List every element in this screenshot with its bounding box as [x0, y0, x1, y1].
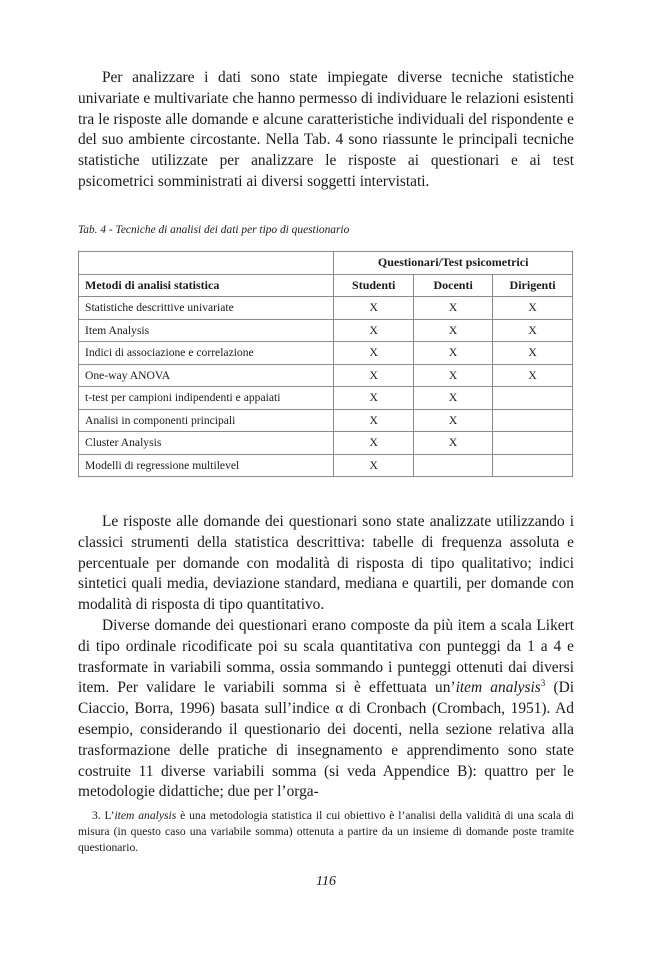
paragraph-likert-text-2: (Di Ciaccio, Borra, 1996) basata sull’indice α di Cronbach (Crombach, 1951). Ad esempio, considerando il questionario dei docenti, nella sezione relativa alla trasformazione delle pratiche di insegnamento e apprendimento sono state costruite 11 diverse variabili somma (si veda Appendice B): quattro per le metodologie didattiche; due per l’orga-: [78, 679, 574, 801]
mark-cell: [493, 409, 573, 432]
column-header-docenti: Docenti: [414, 274, 493, 297]
method-name-cell: Item Analysis: [79, 319, 334, 342]
paragraph-likert: [78, 616, 574, 803]
method-name-cell: Cluster Analysis: [79, 432, 334, 455]
mark-cell: X: [414, 342, 493, 365]
mark-cell: X: [334, 319, 414, 342]
mark-cell: X: [414, 364, 493, 387]
footnote-body: è una metodologia statistica il cui obiettivo è l’analisi della validità di una scala di misura (in questo caso una variabile somma) ottenuta a partire da un insieme di domande poste tramite questionario.: [78, 809, 574, 854]
column-header-studenti: Studenti: [334, 274, 414, 297]
method-name-cell: Statistiche descrittive univariate: [79, 297, 334, 320]
method-name-cell: Analisi in componenti principali: [79, 409, 334, 432]
table-body: [79, 297, 573, 477]
table-row: [79, 319, 573, 342]
table-row: [79, 387, 573, 410]
mark-cell: X: [334, 297, 414, 320]
mark-cell: X: [334, 364, 414, 387]
table-header-row: [79, 274, 573, 297]
mark-cell: [493, 454, 573, 477]
table-row: [79, 454, 573, 477]
mark-cell: X: [414, 319, 493, 342]
method-name-cell: t-test per campioni indipendenti e appaiati: [79, 387, 334, 410]
mark-cell: X: [414, 387, 493, 410]
mark-cell: X: [493, 297, 573, 320]
method-name-cell: Modelli di regressione multilevel: [79, 454, 334, 477]
table-row: [79, 297, 573, 320]
paragraph-descriptive-stats: Le risposte alle domande dei questionari sono state analizzate utilizzando i classici strumenti della statistica descrittiva: tabelle di frequenza assoluta e percentuale per domande con modalità di risposta di tipo qualitativo; indici sintetici quali media, deviazione standard, mediana e quartili, per domande con modalità di risposta di tipo quantitativo.: [78, 513, 574, 614]
method-name-cell: One-way ANOVA: [79, 364, 334, 387]
table-row: [79, 409, 573, 432]
mark-cell: [493, 432, 573, 455]
table-caption: Tab. 4 - Tecniche di analisi dei dati per tipo di questionario: [78, 224, 350, 236]
footnote-term: item analysis: [114, 809, 177, 822]
mark-cell: X: [334, 409, 414, 432]
body-section: [78, 512, 574, 803]
mark-cell: X: [414, 432, 493, 455]
method-name-cell: Indici di associazione e correlazione: [79, 342, 334, 365]
item-analysis-term: item analysis: [455, 679, 541, 697]
mark-cell: X: [493, 319, 573, 342]
analysis-methods-table: [78, 251, 573, 477]
table-group-header-row: [79, 252, 573, 275]
table-corner-cell: [79, 252, 334, 275]
mark-cell: X: [493, 342, 573, 365]
mark-cell: X: [334, 454, 414, 477]
mark-cell: X: [414, 409, 493, 432]
table-row: [79, 364, 573, 387]
intro-section: [78, 68, 574, 193]
paragraph-likert-text-1: Diverse domande dei questionari erano composte da più item a scala Likert di tipo ordinale ricodificate poi su scala quantitativa con punteggi da 1 a 4 e trasformate in variabili somma, ossia sommando i punteggi ottenuti dai diversi item. Per validare le variabili somma si è effettuata un’: [78, 616, 574, 697]
page-number: 116: [316, 874, 336, 889]
footnote-number: 3. L’: [92, 809, 115, 822]
mark-cell: X: [414, 297, 493, 320]
mark-cell: X: [334, 342, 414, 365]
mark-cell: X: [334, 387, 414, 410]
table-group-header: Questionari/Test psicometrici: [334, 252, 573, 275]
mark-cell: X: [334, 432, 414, 455]
footnote-text: [78, 808, 574, 856]
column-header-methods: Metodi di analisi statistica: [79, 274, 334, 297]
mark-cell: [414, 454, 493, 477]
column-header-dirigenti: Dirigenti: [493, 274, 573, 297]
footnote-reference: 3: [540, 678, 546, 689]
intro-paragraph: Per analizzare i dati sono state impiegate diverse tecniche statistiche univariate e multivariate che hanno permesso di individuare le relazioni esistenti tra le risposte alle domande e alcune caratteristiche individuali del rispondente e del suo ambiente circostante. Nella Tab. 4 sono riassunte le principali tecniche statistiche utilizzate per analizzare le risposte ai questionari e ai test psicometrici somministrati ai diversi soggetti intervistati.: [78, 69, 574, 190]
table-row: [79, 342, 573, 365]
mark-cell: [493, 387, 573, 410]
mark-cell: X: [493, 364, 573, 387]
table-row: [79, 432, 573, 455]
footnote: [78, 808, 574, 856]
